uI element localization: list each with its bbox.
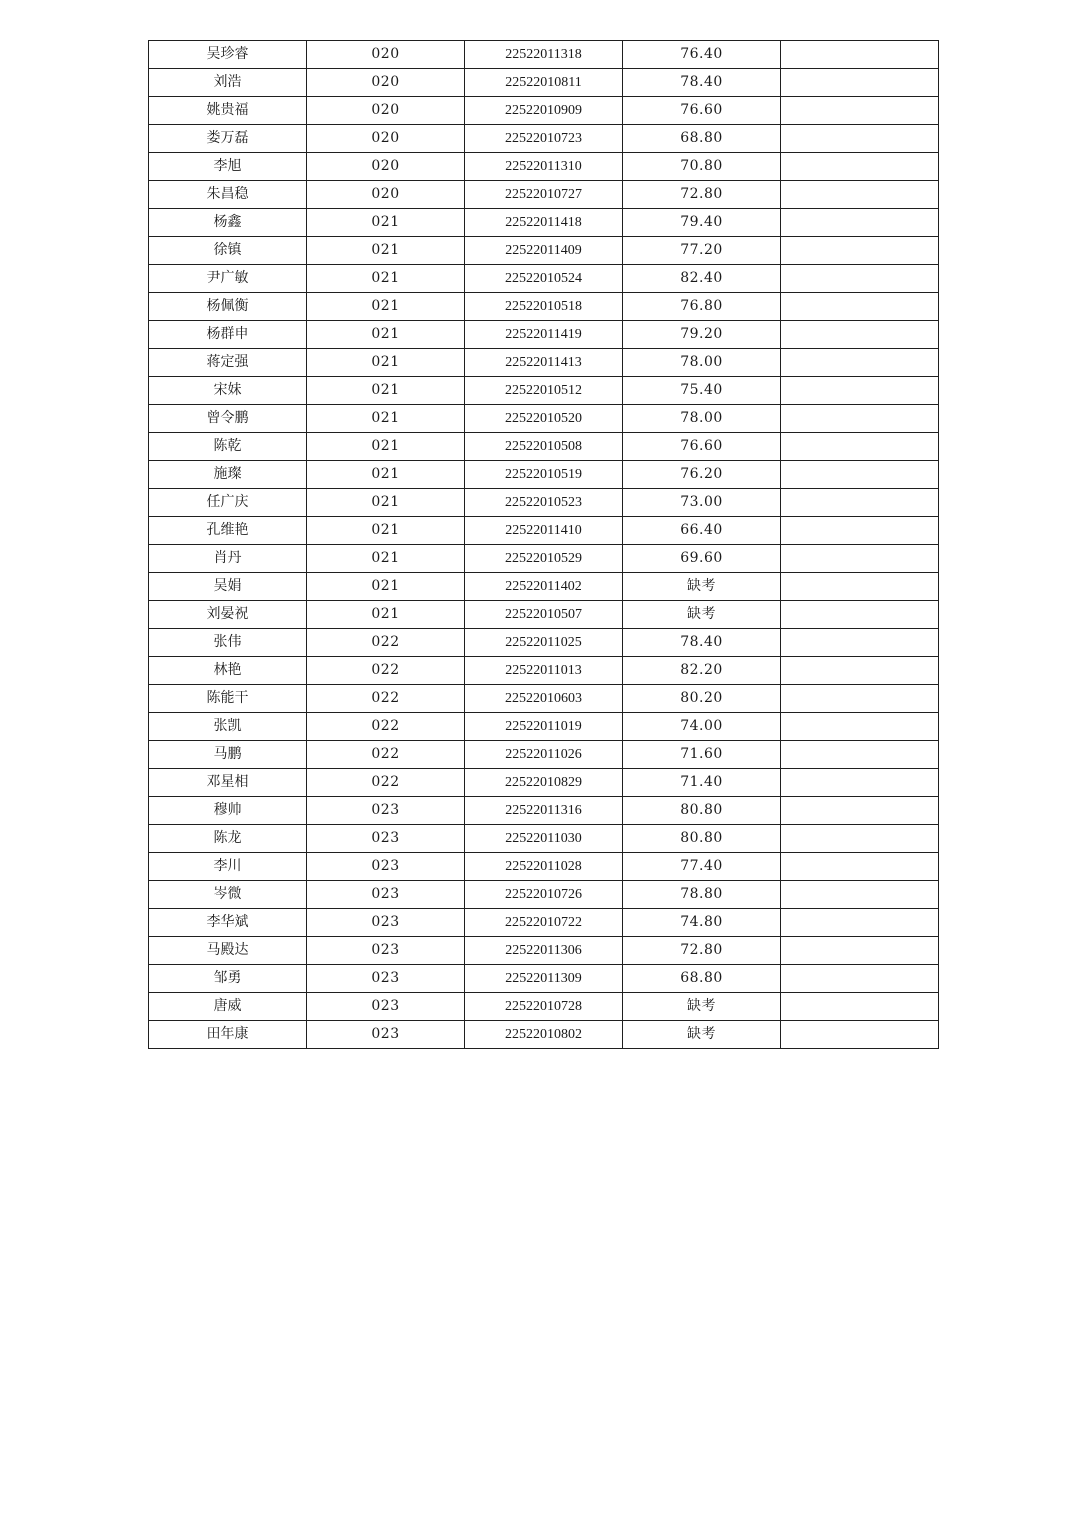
exam-number-cell: 22522010829: [465, 769, 623, 797]
post-code-cell: 023: [307, 909, 465, 937]
table-row: [149, 909, 939, 937]
exam-number-cell: 22522011318: [465, 41, 623, 69]
remark-cell: [781, 797, 939, 825]
score-cell: 缺考: [623, 993, 781, 1021]
remark-cell: [781, 97, 939, 125]
score-cell: 76.20: [623, 461, 781, 489]
exam-number-cell: 22522011013: [465, 657, 623, 685]
table-row: [149, 853, 939, 881]
remark-cell: [781, 545, 939, 573]
candidate-name-cell: 任广庆: [149, 489, 307, 517]
remark-cell: [781, 461, 939, 489]
table-row: [149, 293, 939, 321]
score-cell: 66.40: [623, 517, 781, 545]
post-code-cell: 022: [307, 629, 465, 657]
exam-number-cell: 22522010802: [465, 1021, 623, 1049]
exam-number-cell: 22522010508: [465, 433, 623, 461]
post-code-cell: 020: [307, 69, 465, 97]
exam-number-cell: 22522010723: [465, 125, 623, 153]
candidate-name-cell: 邓星相: [149, 769, 307, 797]
post-code-cell: 022: [307, 685, 465, 713]
post-code-cell: 021: [307, 573, 465, 601]
remark-cell: [781, 685, 939, 713]
post-code-cell: 020: [307, 125, 465, 153]
exam-number-cell: 22522010722: [465, 909, 623, 937]
post-code-cell: 023: [307, 1021, 465, 1049]
exam-number-cell: 22522010512: [465, 377, 623, 405]
post-code-cell: 023: [307, 853, 465, 881]
score-cell: 72.80: [623, 937, 781, 965]
table-row: [149, 825, 939, 853]
post-code-cell: 023: [307, 825, 465, 853]
exam-number-cell: 22522011316: [465, 797, 623, 825]
score-cell: 76.80: [623, 293, 781, 321]
table-row: [149, 125, 939, 153]
post-code-cell: 020: [307, 97, 465, 125]
exam-number-cell: 22522010519: [465, 461, 623, 489]
exam-number-cell: 22522011019: [465, 713, 623, 741]
post-code-cell: 022: [307, 657, 465, 685]
table-row: [149, 993, 939, 1021]
score-cell: 80.20: [623, 685, 781, 713]
candidate-name-cell: 曾令鹏: [149, 405, 307, 433]
exam-number-cell: 22522010727: [465, 181, 623, 209]
post-code-cell: 023: [307, 993, 465, 1021]
post-code-cell: 021: [307, 377, 465, 405]
post-code-cell: 022: [307, 741, 465, 769]
candidate-name-cell: 岑微: [149, 881, 307, 909]
score-cell: 78.40: [623, 69, 781, 97]
score-cell: 71.40: [623, 769, 781, 797]
remark-cell: [781, 125, 939, 153]
score-cell: 78.00: [623, 349, 781, 377]
score-cell: 71.60: [623, 741, 781, 769]
exam-number-cell: 22522010603: [465, 685, 623, 713]
score-cell: 77.20: [623, 237, 781, 265]
remark-cell: [781, 937, 939, 965]
candidate-name-cell: 陈乾: [149, 433, 307, 461]
exam-number-cell: 22522011028: [465, 853, 623, 881]
table-row: [149, 545, 939, 573]
post-code-cell: 021: [307, 489, 465, 517]
table-row: [149, 797, 939, 825]
exam-number-cell: 22522010529: [465, 545, 623, 573]
remark-cell: [781, 41, 939, 69]
score-cell: 77.40: [623, 853, 781, 881]
score-cell: 79.40: [623, 209, 781, 237]
table-row: [149, 153, 939, 181]
remark-cell: [781, 293, 939, 321]
score-cell: 68.80: [623, 125, 781, 153]
table-row: [149, 405, 939, 433]
post-code-cell: 021: [307, 433, 465, 461]
table-row: [149, 937, 939, 965]
candidate-name-cell: 穆帅: [149, 797, 307, 825]
exam-number-cell: 22522011419: [465, 321, 623, 349]
exam-number-cell: 22522010811: [465, 69, 623, 97]
table-row: [149, 517, 939, 545]
table-row: [149, 685, 939, 713]
remark-cell: [781, 69, 939, 97]
remark-cell: [781, 489, 939, 517]
score-cell: 82.40: [623, 265, 781, 293]
table-row: [149, 41, 939, 69]
remark-cell: [781, 1021, 939, 1049]
remark-cell: [781, 993, 939, 1021]
score-cell: 74.80: [623, 909, 781, 937]
remark-cell: [781, 629, 939, 657]
table-row: [149, 209, 939, 237]
exam-number-cell: 22522010726: [465, 881, 623, 909]
candidate-name-cell: 陈能干: [149, 685, 307, 713]
table-row: [149, 377, 939, 405]
exam-number-cell: 22522011030: [465, 825, 623, 853]
table-row: [149, 629, 939, 657]
table-row: [149, 965, 939, 993]
score-cell: 68.80: [623, 965, 781, 993]
exam-number-cell: 22522011310: [465, 153, 623, 181]
table-row: [149, 713, 939, 741]
candidate-name-cell: 林艳: [149, 657, 307, 685]
score-table-body: [149, 41, 939, 1049]
score-cell: 73.00: [623, 489, 781, 517]
score-cell: 缺考: [623, 573, 781, 601]
post-code-cell: 021: [307, 545, 465, 573]
score-cell: 缺考: [623, 1021, 781, 1049]
table-row: [149, 657, 939, 685]
score-cell: 70.80: [623, 153, 781, 181]
exam-number-cell: 22522011309: [465, 965, 623, 993]
candidate-name-cell: 田年康: [149, 1021, 307, 1049]
table-row: [149, 265, 939, 293]
remark-cell: [781, 573, 939, 601]
exam-number-cell: 22522011413: [465, 349, 623, 377]
remark-cell: [781, 349, 939, 377]
table-row: [149, 461, 939, 489]
post-code-cell: 021: [307, 321, 465, 349]
post-code-cell: 021: [307, 293, 465, 321]
remark-cell: [781, 321, 939, 349]
score-cell: 76.60: [623, 433, 781, 461]
candidate-name-cell: 杨群申: [149, 321, 307, 349]
candidate-name-cell: 马殿达: [149, 937, 307, 965]
candidate-name-cell: 张伟: [149, 629, 307, 657]
post-code-cell: 023: [307, 797, 465, 825]
remark-cell: [781, 433, 939, 461]
exam-number-cell: 22522010518: [465, 293, 623, 321]
score-cell: 69.60: [623, 545, 781, 573]
remark-cell: [781, 377, 939, 405]
candidate-name-cell: 杨佩衡: [149, 293, 307, 321]
score-cell: 78.40: [623, 629, 781, 657]
post-code-cell: 023: [307, 881, 465, 909]
score-cell: 78.80: [623, 881, 781, 909]
score-cell: 80.80: [623, 825, 781, 853]
table-row: [149, 741, 939, 769]
remark-cell: [781, 713, 939, 741]
exam-number-cell: 22522010523: [465, 489, 623, 517]
remark-cell: [781, 657, 939, 685]
remark-cell: [781, 741, 939, 769]
post-code-cell: 023: [307, 965, 465, 993]
table-row: [149, 881, 939, 909]
exam-number-cell: 22522011409: [465, 237, 623, 265]
table-row: [149, 237, 939, 265]
candidate-name-cell: 杨鑫: [149, 209, 307, 237]
score-cell: 缺考: [623, 601, 781, 629]
post-code-cell: 022: [307, 769, 465, 797]
exam-number-cell: 22522011306: [465, 937, 623, 965]
table-row: [149, 321, 939, 349]
score-cell: 72.80: [623, 181, 781, 209]
score-cell: 78.00: [623, 405, 781, 433]
exam-number-cell: 22522010524: [465, 265, 623, 293]
remark-cell: [781, 209, 939, 237]
table-row: [149, 349, 939, 377]
post-code-cell: 020: [307, 41, 465, 69]
table-row: [149, 1021, 939, 1049]
score-cell: 74.00: [623, 713, 781, 741]
post-code-cell: 021: [307, 349, 465, 377]
post-code-cell: 021: [307, 265, 465, 293]
score-cell: 79.20: [623, 321, 781, 349]
remark-cell: [781, 825, 939, 853]
exam-number-cell: 22522010507: [465, 601, 623, 629]
candidate-name-cell: 娄万磊: [149, 125, 307, 153]
candidate-name-cell: 刘浩: [149, 69, 307, 97]
remark-cell: [781, 181, 939, 209]
post-code-cell: 023: [307, 937, 465, 965]
post-code-cell: 021: [307, 517, 465, 545]
candidate-name-cell: 徐镇: [149, 237, 307, 265]
exam-number-cell: 22522010728: [465, 993, 623, 1021]
candidate-name-cell: 马鹏: [149, 741, 307, 769]
remark-cell: [781, 853, 939, 881]
remark-cell: [781, 909, 939, 937]
remark-cell: [781, 153, 939, 181]
table-row: [149, 601, 939, 629]
post-code-cell: 022: [307, 713, 465, 741]
score-table: [148, 40, 939, 1049]
score-cell: 82.20: [623, 657, 781, 685]
candidate-name-cell: 肖丹: [149, 545, 307, 573]
remark-cell: [781, 881, 939, 909]
candidate-name-cell: 张凯: [149, 713, 307, 741]
score-cell: 75.40: [623, 377, 781, 405]
candidate-name-cell: 李华斌: [149, 909, 307, 937]
candidate-name-cell: 刘晏祝: [149, 601, 307, 629]
candidate-name-cell: 尹广敏: [149, 265, 307, 293]
post-code-cell: 020: [307, 181, 465, 209]
post-code-cell: 021: [307, 209, 465, 237]
table-row: [149, 433, 939, 461]
remark-cell: [781, 405, 939, 433]
post-code-cell: 021: [307, 405, 465, 433]
post-code-cell: 020: [307, 153, 465, 181]
exam-number-cell: 22522011026: [465, 741, 623, 769]
candidate-name-cell: 施璨: [149, 461, 307, 489]
candidate-name-cell: 李旭: [149, 153, 307, 181]
score-cell: 76.40: [623, 41, 781, 69]
candidate-name-cell: 吴珍睿: [149, 41, 307, 69]
exam-number-cell: 22522011025: [465, 629, 623, 657]
exam-number-cell: 22522011402: [465, 573, 623, 601]
table-row: [149, 573, 939, 601]
score-cell: 76.60: [623, 97, 781, 125]
post-code-cell: 021: [307, 461, 465, 489]
exam-number-cell: 22522011410: [465, 517, 623, 545]
remark-cell: [781, 769, 939, 797]
remark-cell: [781, 265, 939, 293]
table-row: [149, 97, 939, 125]
candidate-name-cell: 姚贵福: [149, 97, 307, 125]
exam-number-cell: 22522011418: [465, 209, 623, 237]
post-code-cell: 021: [307, 237, 465, 265]
candidate-name-cell: 吴娟: [149, 573, 307, 601]
remark-cell: [781, 601, 939, 629]
exam-number-cell: 22522010909: [465, 97, 623, 125]
table-row: [149, 69, 939, 97]
score-cell: 80.80: [623, 797, 781, 825]
candidate-name-cell: 宋妹: [149, 377, 307, 405]
post-code-cell: 021: [307, 601, 465, 629]
candidate-name-cell: 陈龙: [149, 825, 307, 853]
table-row: [149, 181, 939, 209]
remark-cell: [781, 965, 939, 993]
candidate-name-cell: 唐威: [149, 993, 307, 1021]
table-row: [149, 769, 939, 797]
remark-cell: [781, 517, 939, 545]
candidate-name-cell: 蒋定强: [149, 349, 307, 377]
candidate-name-cell: 邹勇: [149, 965, 307, 993]
exam-number-cell: 22522010520: [465, 405, 623, 433]
candidate-name-cell: 孔维艳: [149, 517, 307, 545]
candidate-name-cell: 朱昌稳: [149, 181, 307, 209]
table-row: [149, 489, 939, 517]
remark-cell: [781, 237, 939, 265]
candidate-name-cell: 李川: [149, 853, 307, 881]
